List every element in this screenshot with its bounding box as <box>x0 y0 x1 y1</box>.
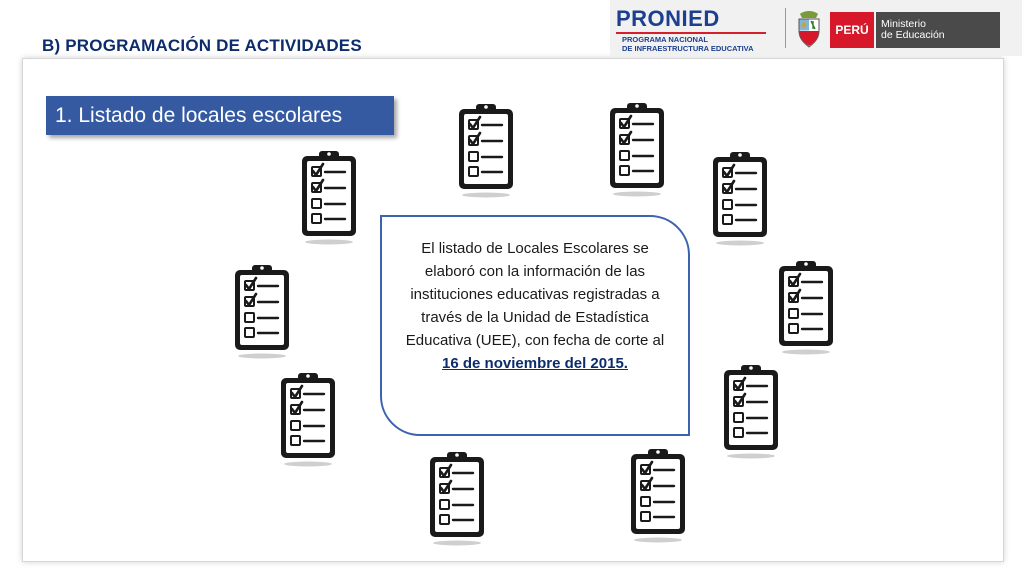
checklist-clipboard-icon <box>627 446 689 544</box>
pronied-subtitle-2: DE INFRAESTRUCTURA EDUCATIVA <box>622 44 754 53</box>
checklist-clipboard-icon <box>277 370 339 468</box>
pronied-logo <box>616 6 776 52</box>
page-title: 1. Listado de locales escolares <box>46 96 394 135</box>
ministry-line-2: de Educación <box>881 29 945 41</box>
checklist-clipboard-icon <box>455 101 517 199</box>
checklist-clipboard-icon <box>606 100 668 198</box>
checklist-clipboard-icon <box>426 449 488 547</box>
checklist-clipboard-icon <box>720 362 782 460</box>
info-date-highlight: 16 de noviembre del 2015. <box>442 355 628 372</box>
logo-divider <box>785 8 786 48</box>
checklist-clipboard-icon <box>775 258 837 356</box>
pronied-wordmark: PRONIED <box>616 6 720 31</box>
section-title: B) PROGRAMACIÓN DE ACTIVIDADES <box>42 36 362 55</box>
checklist-clipboard-icon <box>231 262 293 360</box>
pronied-underline <box>616 32 766 34</box>
ministry-line-1: Ministerio <box>881 18 926 30</box>
checklist-clipboard-icon <box>709 149 771 247</box>
ministry-label <box>876 12 1000 48</box>
peru-label: PERÚ <box>830 12 874 48</box>
info-body-text: El listado de Locales Escolares se elaboró con la información de las instituciones educativas registradas a través de la Unidad de Estadística Educativa (UEE), con fecha de corte al <box>405 240 665 349</box>
pronied-subtitle-1: PROGRAMA NACIONAL <box>622 35 708 44</box>
coat-of-arms-icon <box>793 9 825 49</box>
checklist-clipboard-icon <box>298 148 360 246</box>
info-callout <box>380 215 690 436</box>
